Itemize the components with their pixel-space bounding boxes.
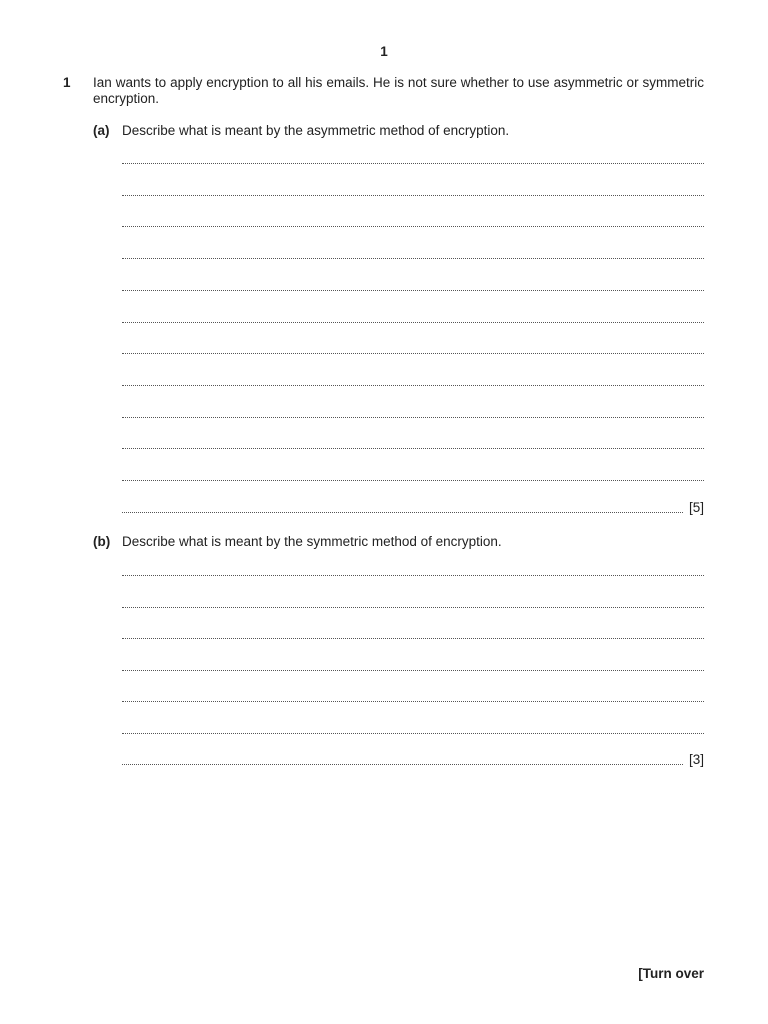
dotted-rule	[122, 733, 704, 734]
page-number: 1	[380, 44, 388, 59]
part-b-label: (b)	[93, 534, 111, 549]
answer-line[interactable]	[122, 152, 704, 166]
turn-over-note: [Turn over	[638, 966, 704, 981]
answer-line[interactable]	[122, 627, 704, 641]
answer-line[interactable]	[122, 279, 704, 293]
answer-line[interactable]	[122, 311, 704, 325]
dotted-rule	[122, 701, 704, 702]
answer-line[interactable]	[122, 722, 704, 736]
dotted-rule	[122, 353, 704, 354]
question-stem: Ian wants to apply encryption to all his emails. He is not sure whether to use asymmetric or symmetric encryption.	[93, 75, 704, 106]
dotted-rule	[122, 480, 704, 481]
answer-line[interactable]	[122, 659, 704, 673]
dotted-rule	[122, 290, 704, 291]
dotted-rule	[122, 322, 704, 323]
dotted-rule	[122, 448, 704, 449]
dotted-rule	[122, 670, 704, 671]
answer-line[interactable]	[122, 596, 704, 610]
answer-line[interactable]	[122, 342, 704, 356]
answer-line[interactable]	[122, 247, 704, 261]
dotted-rule	[122, 575, 704, 576]
answer-line[interactable]	[122, 564, 704, 578]
answer-line[interactable]	[122, 690, 704, 704]
dotted-rule	[122, 512, 683, 513]
dotted-rule	[122, 163, 704, 164]
dotted-rule	[122, 638, 704, 639]
answer-line[interactable]	[122, 753, 704, 767]
answer-line[interactable]	[122, 437, 704, 451]
marks-allocation: [3]	[688, 752, 704, 767]
marks-allocation: [5]	[688, 499, 704, 515]
answer-line[interactable]	[122, 184, 704, 198]
dotted-rule	[122, 417, 704, 418]
part-a-text: Describe what is meant by the asymmetric method of encryption.	[122, 123, 510, 138]
answer-line[interactable]	[122, 215, 704, 229]
dotted-rule	[122, 195, 704, 196]
answer-line[interactable]	[122, 406, 704, 420]
dotted-rule	[122, 258, 704, 259]
dotted-rule	[122, 607, 704, 608]
answer-line[interactable]	[122, 501, 704, 515]
dotted-rule	[122, 385, 704, 386]
part-a-label: (a)	[93, 123, 110, 138]
answer-line[interactable]	[122, 374, 704, 388]
dotted-rule	[122, 764, 683, 765]
dotted-rule	[122, 226, 704, 227]
part-b-text: Describe what is meant by the symmetric method of encryption.	[122, 534, 502, 549]
answer-line[interactable]	[122, 469, 704, 483]
question-number: 1	[63, 75, 71, 90]
